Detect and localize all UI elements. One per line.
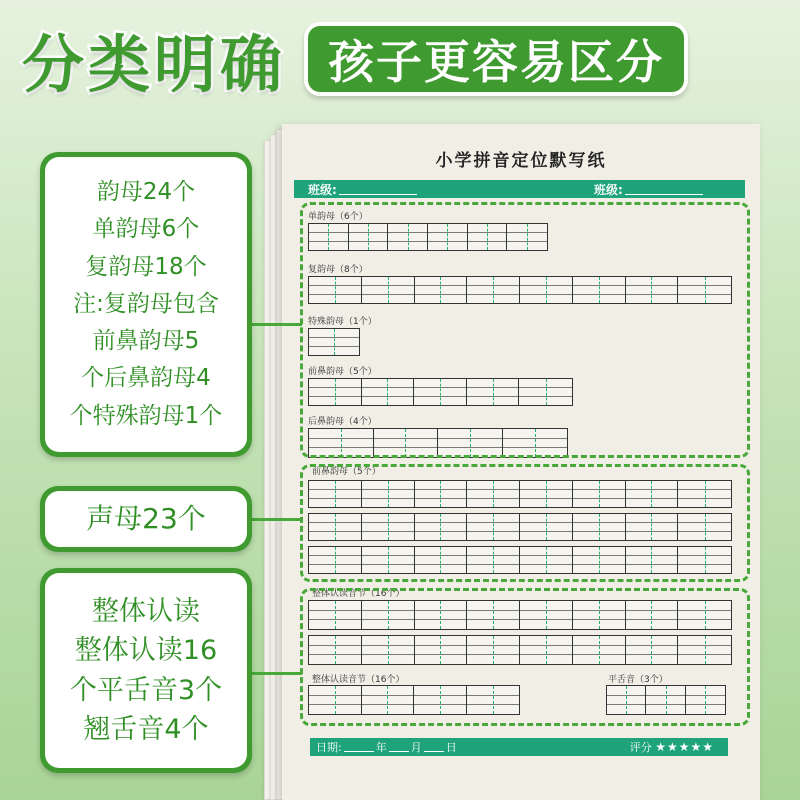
date-blank xyxy=(344,742,374,752)
finals-highlight xyxy=(300,202,750,458)
class-bar xyxy=(294,180,745,198)
promo-banner xyxy=(0,0,800,118)
callout-line: 个特殊韵母1个 xyxy=(69,402,223,429)
day-label: 日 xyxy=(445,741,457,754)
class-blank xyxy=(625,184,703,195)
callout-line: 复韵母18个 xyxy=(85,253,207,280)
star-rating-icon: ★★★★★ xyxy=(655,740,714,754)
section-label: 前鼻韵母（5个） xyxy=(308,367,377,377)
connector-line xyxy=(250,323,302,326)
syllables-callout xyxy=(40,568,252,773)
callout-line: 个后鼻韵母4 xyxy=(81,365,211,392)
section-label: 平舌音（3个） xyxy=(608,675,668,685)
callout-line: 前鼻韵母5 xyxy=(92,328,200,355)
date-label: 日期: xyxy=(316,741,342,754)
finals-callout xyxy=(40,152,252,457)
section-label: 后鼻韵母（4个） xyxy=(308,417,377,427)
section-label: 前鼻韵母（5个） xyxy=(312,467,381,477)
date-blank xyxy=(389,742,409,752)
callout-line: 注:复韵母包含 xyxy=(73,290,219,317)
section-label: 复韵母（8个） xyxy=(308,265,368,275)
banner-headline: 分类明确 xyxy=(22,27,287,101)
section-label: 整体认读音节（16个） xyxy=(312,589,405,599)
callout-line: 声母23个 xyxy=(86,501,206,535)
year-label: 年 xyxy=(375,741,387,754)
class-label: 班级: xyxy=(308,182,337,197)
callout-line: 单韵母6个 xyxy=(92,216,200,243)
section-label: 整体认读音节（16个） xyxy=(312,675,405,685)
month-label: 月 xyxy=(410,741,422,754)
callout-line: 整体认读 xyxy=(92,596,200,628)
class-blank xyxy=(339,184,417,195)
date-blank xyxy=(424,742,444,752)
callout-line: 整体认读16 xyxy=(74,635,218,667)
initials-highlight xyxy=(300,464,750,582)
callout-line: 韵母24个 xyxy=(96,179,196,206)
date-score-bar xyxy=(310,738,728,756)
connector-line xyxy=(250,518,302,521)
class-label: 班级: xyxy=(594,182,623,197)
worksheet-title: 小学拼音定位默写纸 xyxy=(435,151,607,171)
section-label: 单韵母（6个） xyxy=(308,212,368,222)
callout-line: 翘舌音4个 xyxy=(83,713,209,745)
callout-line: 个平舌音3个 xyxy=(69,674,223,706)
banner-subheadline: 孩子更容易区分 xyxy=(304,22,688,96)
initials-callout xyxy=(40,486,252,552)
score-label: 评分 xyxy=(629,741,652,754)
section-label: 特殊韵母（1个） xyxy=(308,317,377,327)
connector-line xyxy=(250,672,302,675)
syllables-highlight xyxy=(300,588,750,726)
